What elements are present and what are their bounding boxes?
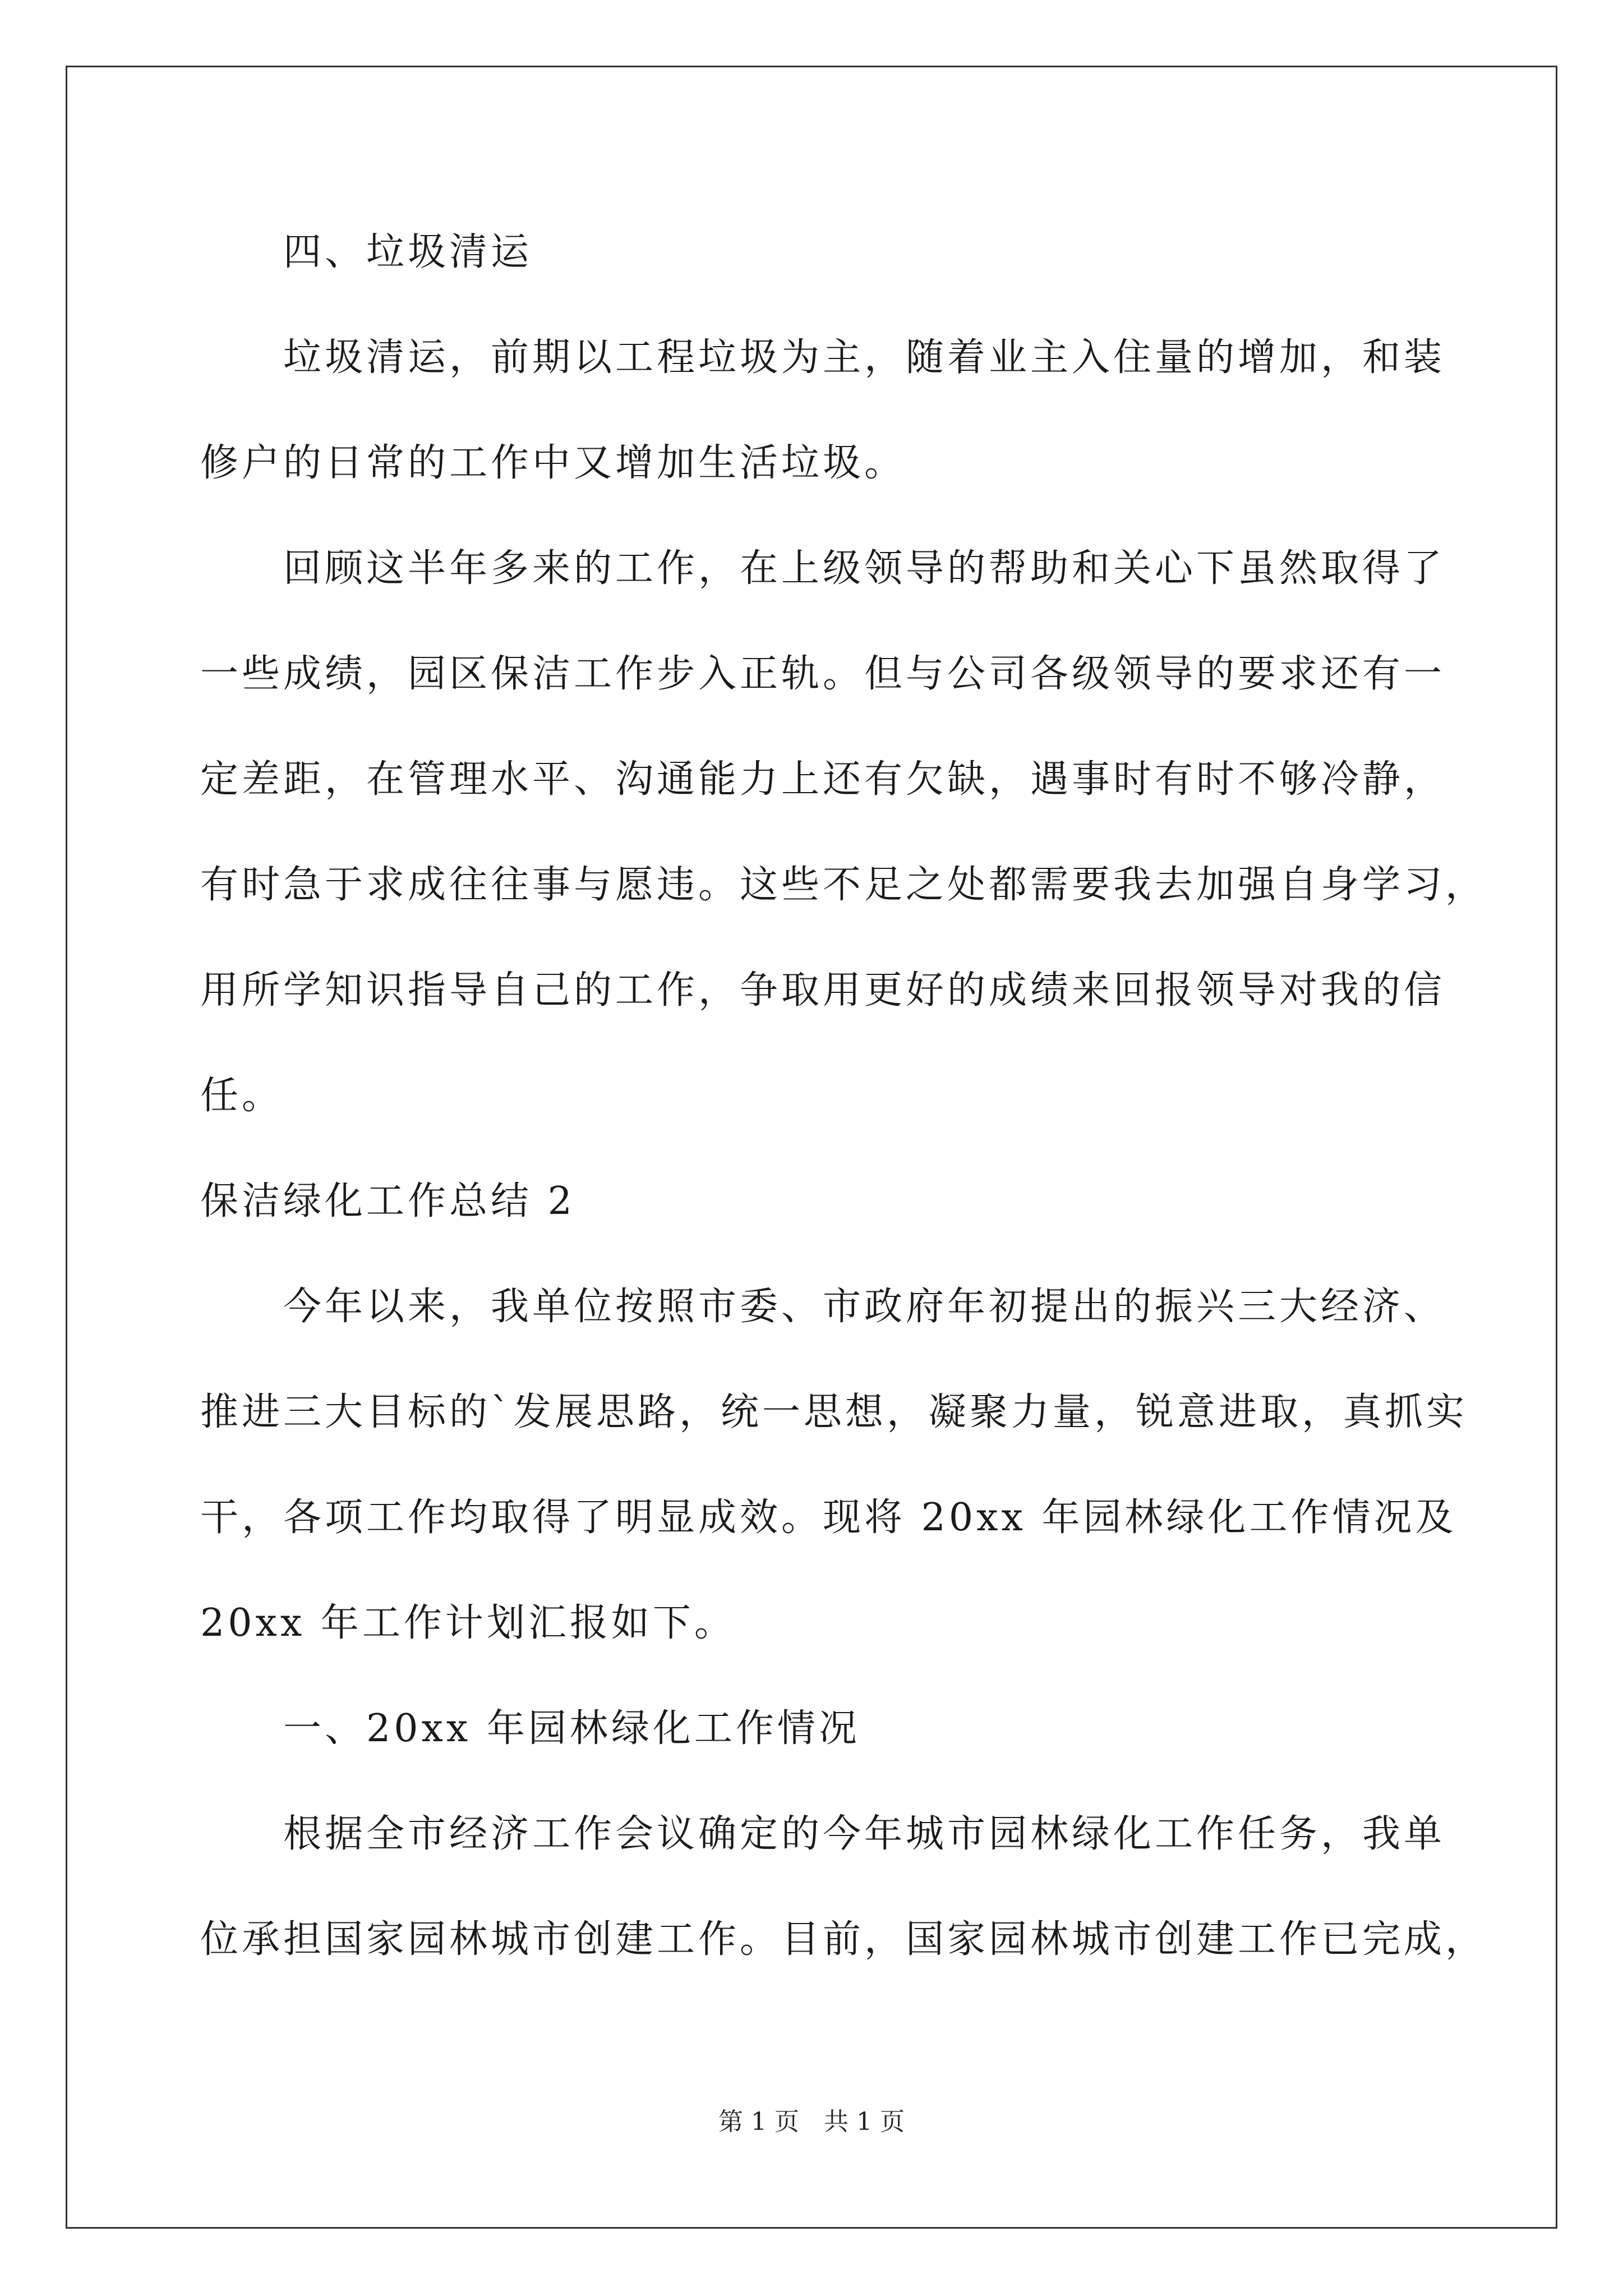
document-title: 保洁绿化工作总结 2: [200, 1179, 575, 1223]
paragraph-line: 回顾这半年多来的工作，在上级领导的帮助和关心下虽然取得了: [200, 546, 1446, 591]
paragraph-line: 有时急于求成往往事与愿违。这些不足之处都需要我去加强自身学习，: [200, 863, 1487, 907]
paragraph-line: 垃圾清运，前期以工程垃圾为主，随着业主入住量的增加，和装: [200, 335, 1446, 380]
section-heading: 四、垃圾清运: [200, 230, 533, 274]
section-heading: 一、20xx 年园林绿化工作情况: [200, 1706, 860, 1751]
paragraph-line: 定差距，在管理水平、沟通能力上还有欠缺，遇事时有时不够冷静，: [200, 757, 1446, 802]
paragraph-line: 位承担国家园林城市创建工作。目前，国家园林城市创建工作已完成，: [200, 1917, 1487, 1962]
paragraph-line: 任。: [200, 1074, 284, 1118]
page-number-footer: 第 1 页 共 1 页: [718, 2108, 905, 2136]
paragraph-line: 用所学知识指导自己的工作，争取用更好的成绩来回报领导对我的信: [200, 968, 1446, 1013]
paragraph-line: 干，各项工作均取得了明显成效。现将 20xx 年园林绿化工作情况及: [200, 1496, 1457, 1540]
paragraph-line: 根据全市经济工作会议确定的今年城市园林绿化工作任务，我单: [200, 1812, 1446, 1856]
paragraph-line: 20xx 年工作计划汇报如下。: [200, 1601, 736, 1645]
paragraph-line: 今年以来，我单位按照市委、市政府年初提出的振兴三大经济、: [200, 1285, 1446, 1329]
page-border: [66, 66, 1557, 2229]
paragraph-line: 修户的日常的工作中又增加生活垃圾。: [200, 441, 906, 485]
paragraph-line: 推进三大目标的`发展思路，统一思想，凝聚力量，锐意进取，真抓实: [200, 1390, 1468, 1434]
paragraph-line: 一些成绩，园区保洁工作步入正轨。但与公司各级领导的要求还有一: [200, 652, 1446, 696]
